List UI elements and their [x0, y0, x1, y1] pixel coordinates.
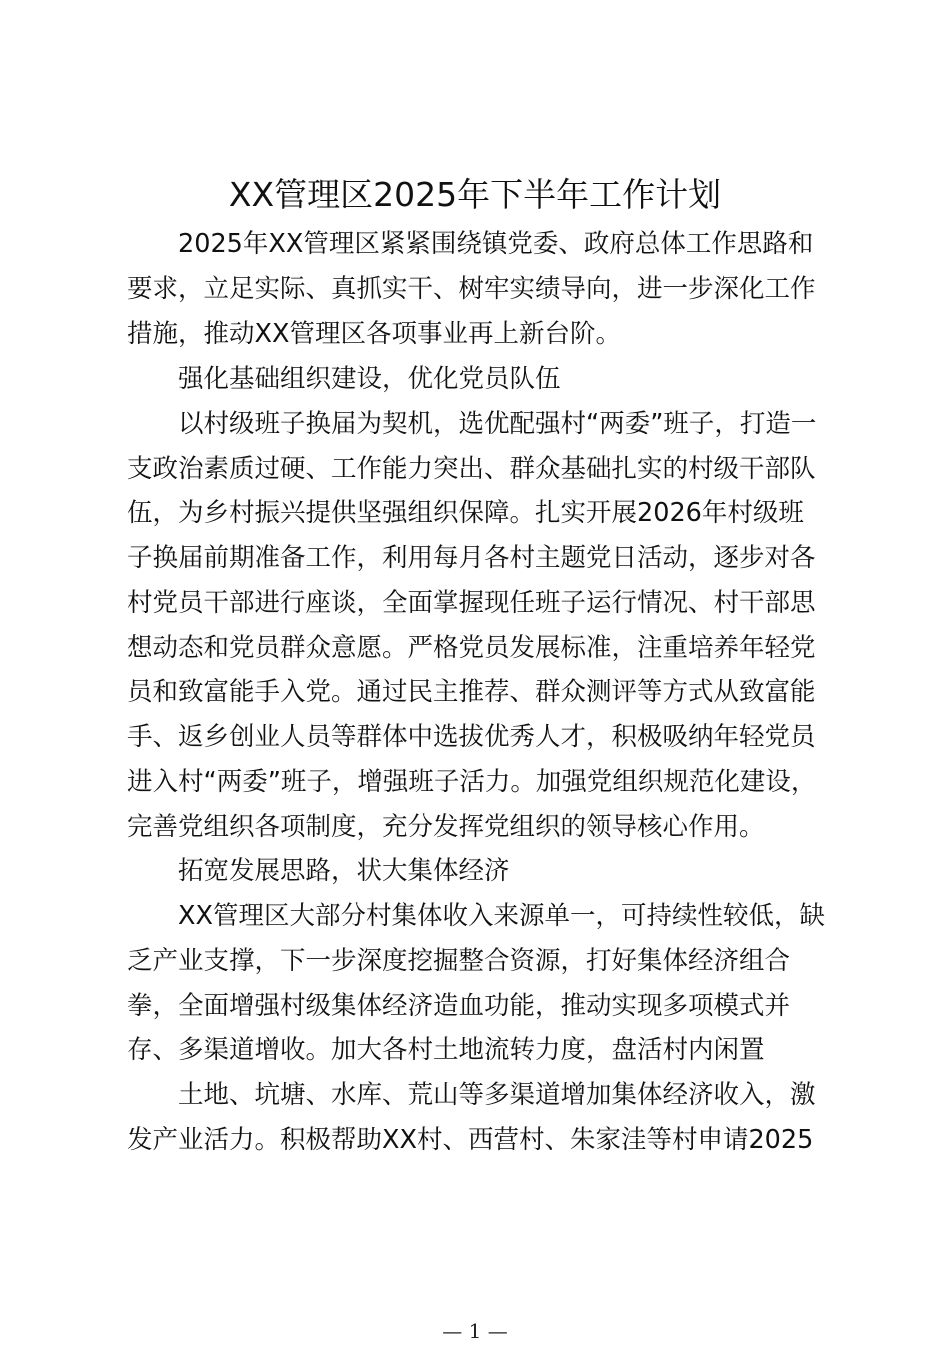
- paragraph-2-line-2: 支政治素质过硬、工作能力突出、群众基础扎实的村级干部队: [127, 454, 816, 484]
- paragraph-2-line-3: 伍，为乡村振兴提供坚强组织保障。扎实开展2026年村级班: [127, 498, 804, 528]
- paragraph-2-line-10: 完善党组织各项制度，充分发挥党组织的领导核心作用。: [127, 812, 765, 842]
- section-heading-1: 强化基础组织建设，优化党员队伍: [178, 364, 561, 394]
- paragraph-2-line-9: 进入村“两委”班子，增强班子活力。加强党组织规范化建设，: [127, 767, 817, 797]
- paragraph-1-line-1: 2025年XX管理区紧紧围绕镇党委、政府总体工作思路和: [178, 229, 814, 259]
- paragraph-3-line-4: 存、多渠道增收。加大各村土地流转力度，盘活村内闲置: [127, 1035, 765, 1065]
- paragraph-2-line-5: 村党员干部进行座谈，全面掌握现任班子运行情况、村干部思: [127, 588, 816, 618]
- paragraph-2-line-8: 手、返乡创业人员等群体中选拔优秀人才，积极吸纳年轻党员: [127, 722, 816, 752]
- paragraph-4-line-2: 发产业活力。积极帮助XX村、西营村、朱家洼等村申请2025: [127, 1125, 814, 1155]
- paragraph-4-line-1: 土地、坑塘、水库、荒山等多渠道增加集体经济收入，激: [178, 1080, 816, 1110]
- section-heading-2: 拓宽发展思路，状大集体经济: [178, 856, 510, 886]
- paragraph-2-line-6: 想动态和党员群众意愿。严格党员发展标准，注重培养年轻党: [127, 633, 816, 663]
- paragraph-1-line-3: 措施，推动XX管理区各项事业再上新台阶。: [127, 319, 621, 349]
- paragraph-2-line-1: 以村级班子换届为契机，选优配强村“两委”班子，打造一: [178, 409, 817, 439]
- page-number: — 1 —: [442, 1319, 508, 1343]
- paragraph-2-line-4: 子换届前期准备工作，利用每月各村主题党日活动，逐步对各: [127, 543, 816, 573]
- paragraph-3-line-2: 乏产业支撑，下一步深度挖掘整合资源，打好集体经济组合: [127, 946, 791, 976]
- paragraph-2-line-7: 员和致富能手入党。通过民主推荐、群众测评等方式从致富能: [127, 677, 816, 707]
- paragraph-3-line-3: 拳，全面增强村级集体经济造血功能，推动实现多项模式并: [127, 991, 791, 1021]
- paragraph-1-line-2: 要求，立足实际、真抓实干、树牢实绩导向，进一步深化工作: [127, 274, 816, 304]
- document-title: XX管理区2025年下半年工作计划: [228, 175, 722, 214]
- paragraph-3-line-1: XX管理区大部分村集体收入来源单一，可持续性较低，缺: [178, 901, 825, 931]
